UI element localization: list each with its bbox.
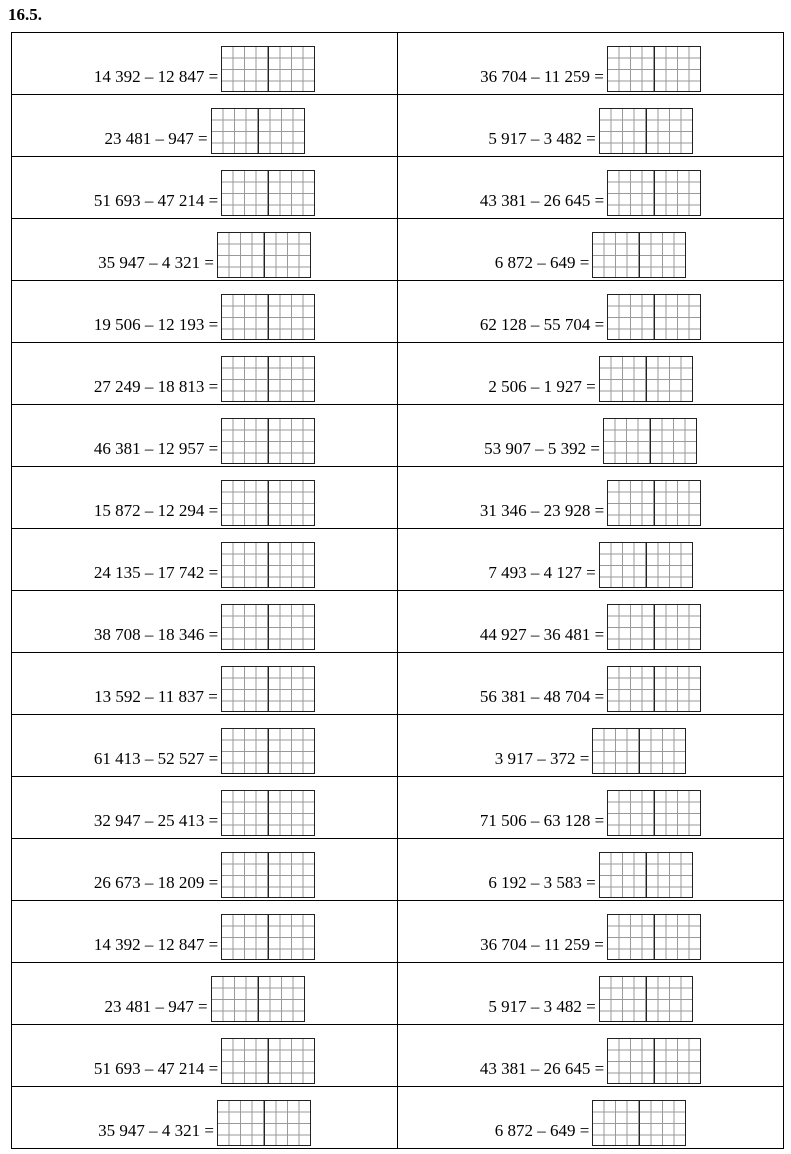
exercise-content (12, 604, 397, 643)
answer-grid-half[interactable] (268, 791, 314, 835)
answer-grid-half[interactable] (608, 791, 654, 835)
subtraction-expression: 62 128 – 55 704 = (479, 315, 605, 334)
exercise-content (398, 418, 783, 457)
exercise-cell (12, 715, 398, 777)
answer-grid-half[interactable] (222, 47, 268, 91)
exercise-cell (398, 1087, 784, 1149)
exercise-cell (12, 901, 398, 963)
subtraction-expression: 44 927 – 36 481 = (479, 625, 605, 644)
subtraction-expression: 24 135 – 17 742 = (93, 563, 219, 582)
answer-grid-half[interactable] (268, 667, 314, 711)
answer-grid[interactable] (599, 108, 693, 154)
answer-grid-half[interactable] (268, 729, 314, 773)
answer-grid-half[interactable] (268, 481, 314, 525)
answer-grid[interactable] (221, 914, 315, 960)
answer-grid-half[interactable] (600, 109, 646, 153)
answer-grid[interactable] (221, 356, 315, 402)
exercise-content (398, 790, 783, 829)
answer-grid-half[interactable] (268, 295, 314, 339)
exercise-content (12, 1100, 397, 1139)
subtraction-expression: 53 907 – 5 392 = (484, 439, 600, 458)
subtraction-expression: 51 693 – 47 214 = (93, 1059, 219, 1078)
exercise-content (12, 170, 397, 209)
exercise-cell (12, 591, 398, 653)
subtraction-expression: 6 872 – 649 = (494, 253, 590, 272)
answer-grid-half[interactable] (650, 419, 696, 463)
exercise-content (12, 294, 397, 333)
answer-grid-half[interactable] (222, 791, 268, 835)
exercise-content (12, 46, 397, 85)
exercise-content (12, 108, 397, 147)
exercise-cell (398, 963, 784, 1025)
exercise-cell (398, 343, 784, 405)
subtraction-expression: 23 481 – 947 = (104, 129, 208, 148)
answer-grid-half[interactable] (600, 853, 646, 897)
exercise-cell (398, 591, 784, 653)
exercise-cell (398, 33, 784, 95)
answer-grid-half[interactable] (639, 233, 685, 277)
exercise-row (12, 405, 784, 467)
answer-grid[interactable] (221, 46, 315, 92)
answer-grid-half[interactable] (654, 1039, 700, 1083)
exercise-row (12, 1087, 784, 1149)
exercise-cell (398, 715, 784, 777)
exercise-content (398, 542, 783, 581)
exercise-cell (12, 281, 398, 343)
subtraction-expression: 3 917 – 372 = (494, 749, 590, 768)
subtraction-expression: 46 381 – 12 957 = (93, 439, 219, 458)
answer-grid[interactable] (592, 232, 686, 278)
answer-grid-half[interactable] (264, 1101, 310, 1145)
exercise-content (398, 852, 783, 891)
exercise-content (12, 790, 397, 829)
answer-grid[interactable] (607, 1038, 701, 1084)
exercise-cell (398, 777, 784, 839)
exercise-row (12, 1025, 784, 1087)
exercise-cell (12, 1025, 398, 1087)
answer-grid[interactable] (592, 1100, 686, 1146)
exercise-row (12, 529, 784, 591)
exercise-content (12, 728, 397, 767)
answer-grid[interactable] (221, 666, 315, 712)
answer-grid[interactable] (221, 728, 315, 774)
answer-grid-half[interactable] (222, 915, 268, 959)
subtraction-expression: 31 346 – 23 928 = (479, 501, 605, 520)
answer-grid[interactable] (607, 790, 701, 836)
exercise-content (12, 852, 397, 891)
subtraction-expression: 15 872 – 12 294 = (93, 501, 219, 520)
answer-grid-half[interactable] (212, 977, 258, 1021)
exercise-table-body (12, 33, 784, 1149)
exercise-number: 16.5. (8, 5, 42, 24)
answer-grid[interactable] (217, 232, 311, 278)
answer-grid-half[interactable] (608, 171, 654, 215)
exercise-cell (398, 405, 784, 467)
exercise-content (398, 108, 783, 147)
answer-grid-half[interactable] (654, 791, 700, 835)
answer-grid-half[interactable] (222, 419, 268, 463)
exercise-content (12, 976, 397, 1015)
subtraction-expression: 51 693 – 47 214 = (93, 191, 219, 210)
exercise-content (12, 1038, 397, 1077)
subtraction-expression: 13 592 – 11 837 = (94, 687, 218, 706)
exercise-row (12, 653, 784, 715)
answer-grid-half[interactable] (646, 977, 692, 1021)
answer-grid[interactable] (221, 418, 315, 464)
subtraction-expression: 26 673 – 18 209 = (93, 873, 219, 892)
exercise-content (12, 666, 397, 705)
exercise-content (398, 480, 783, 519)
answer-grid[interactable] (221, 604, 315, 650)
exercise-content (398, 356, 783, 395)
exercise-cell (12, 95, 398, 157)
exercise-row (12, 219, 784, 281)
exercise-cell (12, 1087, 398, 1149)
subtraction-expression: 61 413 – 52 527 = (93, 749, 219, 768)
exercise-content (398, 914, 783, 953)
answer-grid-half[interactable] (593, 1101, 639, 1145)
exercise-content (398, 1038, 783, 1077)
answer-grid-half[interactable] (600, 543, 646, 587)
subtraction-expression: 7 493 – 4 127 = (488, 563, 596, 582)
exercise-cell (398, 529, 784, 591)
exercise-cell (12, 963, 398, 1025)
exercise-cell (12, 653, 398, 715)
subtraction-expression: 35 947 – 4 321 = (98, 253, 214, 272)
answer-grid[interactable] (221, 480, 315, 526)
exercise-cell (12, 529, 398, 591)
subtraction-expression: 2 506 – 1 927 = (488, 377, 596, 396)
answer-grid-half[interactable] (654, 915, 700, 959)
answer-grid-half[interactable] (222, 481, 268, 525)
exercise-row (12, 281, 784, 343)
exercise-cell (12, 839, 398, 901)
subtraction-expression: 5 917 – 3 482 = (488, 997, 596, 1016)
subtraction-expression: 19 506 – 12 193 = (93, 315, 219, 334)
answer-grid[interactable] (607, 170, 701, 216)
exercise-content (398, 976, 783, 1015)
answer-grid-half[interactable] (264, 233, 310, 277)
exercise-row (12, 343, 784, 405)
answer-grid-half[interactable] (654, 171, 700, 215)
exercise-row (12, 33, 784, 95)
exercise-row (12, 467, 784, 529)
exercise-cell (12, 157, 398, 219)
exercise-cell (398, 1025, 784, 1087)
answer-grid[interactable] (599, 542, 693, 588)
exercise-cell (398, 839, 784, 901)
exercise-row (12, 777, 784, 839)
exercise-cell (12, 343, 398, 405)
exercise-cell (398, 157, 784, 219)
answer-grid-half[interactable] (608, 667, 654, 711)
subtraction-expression: 35 947 – 4 321 = (98, 1121, 214, 1140)
answer-grid-half[interactable] (608, 605, 654, 649)
answer-grid-half[interactable] (268, 1039, 314, 1083)
answer-grid-half[interactable] (608, 1039, 654, 1083)
answer-grid[interactable] (607, 914, 701, 960)
exercise-content (12, 914, 397, 953)
answer-grid-half[interactable] (646, 543, 692, 587)
exercise-content (12, 356, 397, 395)
answer-grid-half[interactable] (222, 605, 268, 649)
exercise-content (398, 46, 783, 85)
exercise-content (12, 480, 397, 519)
subtraction-expression: 43 381 – 26 645 = (479, 1059, 605, 1078)
answer-grid[interactable] (221, 294, 315, 340)
exercise-cell (398, 653, 784, 715)
answer-grid-half[interactable] (600, 357, 646, 401)
subtraction-expression: 14 392 – 12 847 = (93, 935, 219, 954)
exercise-content (12, 542, 397, 581)
subtraction-expression: 36 704 – 11 259 = (480, 935, 604, 954)
exercise-cell (398, 219, 784, 281)
answer-grid-half[interactable] (639, 729, 685, 773)
answer-grid-half[interactable] (218, 1101, 264, 1145)
answer-grid-half[interactable] (646, 853, 692, 897)
answer-grid-half[interactable] (222, 357, 268, 401)
answer-grid[interactable] (607, 604, 701, 650)
answer-grid-half[interactable] (654, 667, 700, 711)
answer-grid[interactable] (607, 46, 701, 92)
subtraction-expression: 38 708 – 18 346 = (93, 625, 219, 644)
subtraction-expression: 14 392 – 12 847 = (93, 67, 219, 86)
exercise-cell (12, 33, 398, 95)
answer-grid[interactable] (599, 356, 693, 402)
subtraction-expression: 5 917 – 3 482 = (488, 129, 596, 148)
answer-grid-half[interactable] (654, 605, 700, 649)
answer-grid[interactable] (607, 666, 701, 712)
answer-grid[interactable] (211, 976, 305, 1022)
answer-grid-half[interactable] (222, 543, 268, 587)
exercise-content (398, 1100, 783, 1139)
answer-grid-half[interactable] (258, 109, 304, 153)
answer-grid-half[interactable] (654, 295, 700, 339)
exercise-cell (12, 467, 398, 529)
answer-grid-half[interactable] (212, 109, 258, 153)
answer-grid[interactable] (217, 1100, 311, 1146)
answer-grid-half[interactable] (268, 419, 314, 463)
exercise-content (12, 418, 397, 457)
exercise-content (398, 728, 783, 767)
answer-grid-half[interactable] (222, 171, 268, 215)
exercise-cell (12, 219, 398, 281)
answer-grid[interactable] (221, 1038, 315, 1084)
exercise-content (398, 604, 783, 643)
answer-grid-half[interactable] (608, 295, 654, 339)
answer-grid-half[interactable] (600, 977, 646, 1021)
exercise-cell (398, 467, 784, 529)
subtraction-expression: 32 947 – 25 413 = (93, 811, 219, 830)
answer-grid-half[interactable] (268, 543, 314, 587)
answer-grid-half[interactable] (268, 915, 314, 959)
answer-grid[interactable] (221, 790, 315, 836)
answer-grid[interactable] (221, 852, 315, 898)
answer-grid[interactable] (221, 542, 315, 588)
answer-grid-half[interactable] (654, 481, 700, 525)
answer-grid-half[interactable] (608, 915, 654, 959)
answer-grid-half[interactable] (608, 481, 654, 525)
exercise-row (12, 95, 784, 157)
subtraction-expression: 43 381 – 26 645 = (479, 191, 605, 210)
answer-grid-half[interactable] (258, 977, 304, 1021)
answer-grid[interactable] (607, 480, 701, 526)
answer-grid[interactable] (599, 976, 693, 1022)
answer-grid[interactable] (592, 728, 686, 774)
answer-grid-half[interactable] (646, 109, 692, 153)
subtraction-expression: 56 381 – 48 704 = (479, 687, 605, 706)
subtraction-expression: 23 481 – 947 = (104, 997, 208, 1016)
answer-grid-half[interactable] (608, 47, 654, 91)
answer-grid-half[interactable] (222, 729, 268, 773)
answer-grid[interactable] (607, 294, 701, 340)
answer-grid-half[interactable] (654, 47, 700, 91)
exercise-content (398, 666, 783, 705)
exercise-row (12, 715, 784, 777)
exercise-row (12, 839, 784, 901)
answer-grid[interactable] (221, 170, 315, 216)
exercise-row (12, 157, 784, 219)
answer-grid-half[interactable] (218, 233, 264, 277)
answer-grid-half[interactable] (593, 233, 639, 277)
answer-grid-half[interactable] (268, 171, 314, 215)
answer-grid[interactable] (599, 852, 693, 898)
exercise-row (12, 901, 784, 963)
answer-grid-half[interactable] (268, 357, 314, 401)
answer-grid[interactable] (211, 108, 305, 154)
exercise-table (11, 32, 784, 1149)
answer-grid-half[interactable] (222, 853, 268, 897)
exercise-row (12, 591, 784, 653)
subtraction-expression: 6 192 – 3 583 = (488, 873, 596, 892)
exercise-cell (12, 777, 398, 839)
exercise-cell (12, 405, 398, 467)
answer-grid-half[interactable] (639, 1101, 685, 1145)
exercise-content (12, 232, 397, 271)
answer-grid-half[interactable] (222, 667, 268, 711)
exercise-row (12, 963, 784, 1025)
answer-grid-half[interactable] (268, 605, 314, 649)
exercise-content (398, 294, 783, 333)
subtraction-expression: 36 704 – 11 259 = (480, 67, 604, 86)
answer-grid-half[interactable] (268, 47, 314, 91)
exercise-cell (398, 95, 784, 157)
answer-grid[interactable] (603, 418, 697, 464)
exercise-cell (398, 901, 784, 963)
subtraction-expression: 6 872 – 649 = (494, 1121, 590, 1140)
answer-grid-half[interactable] (604, 419, 650, 463)
answer-grid-half[interactable] (646, 357, 692, 401)
answer-grid-half[interactable] (268, 853, 314, 897)
answer-grid-half[interactable] (593, 729, 639, 773)
subtraction-expression: 27 249 – 18 813 = (93, 377, 219, 396)
exercise-content (398, 232, 783, 271)
answer-grid-half[interactable] (222, 295, 268, 339)
subtraction-expression: 71 506 – 63 128 = (479, 811, 605, 830)
answer-grid-half[interactable] (222, 1039, 268, 1083)
exercise-cell (398, 281, 784, 343)
exercise-content (398, 170, 783, 209)
